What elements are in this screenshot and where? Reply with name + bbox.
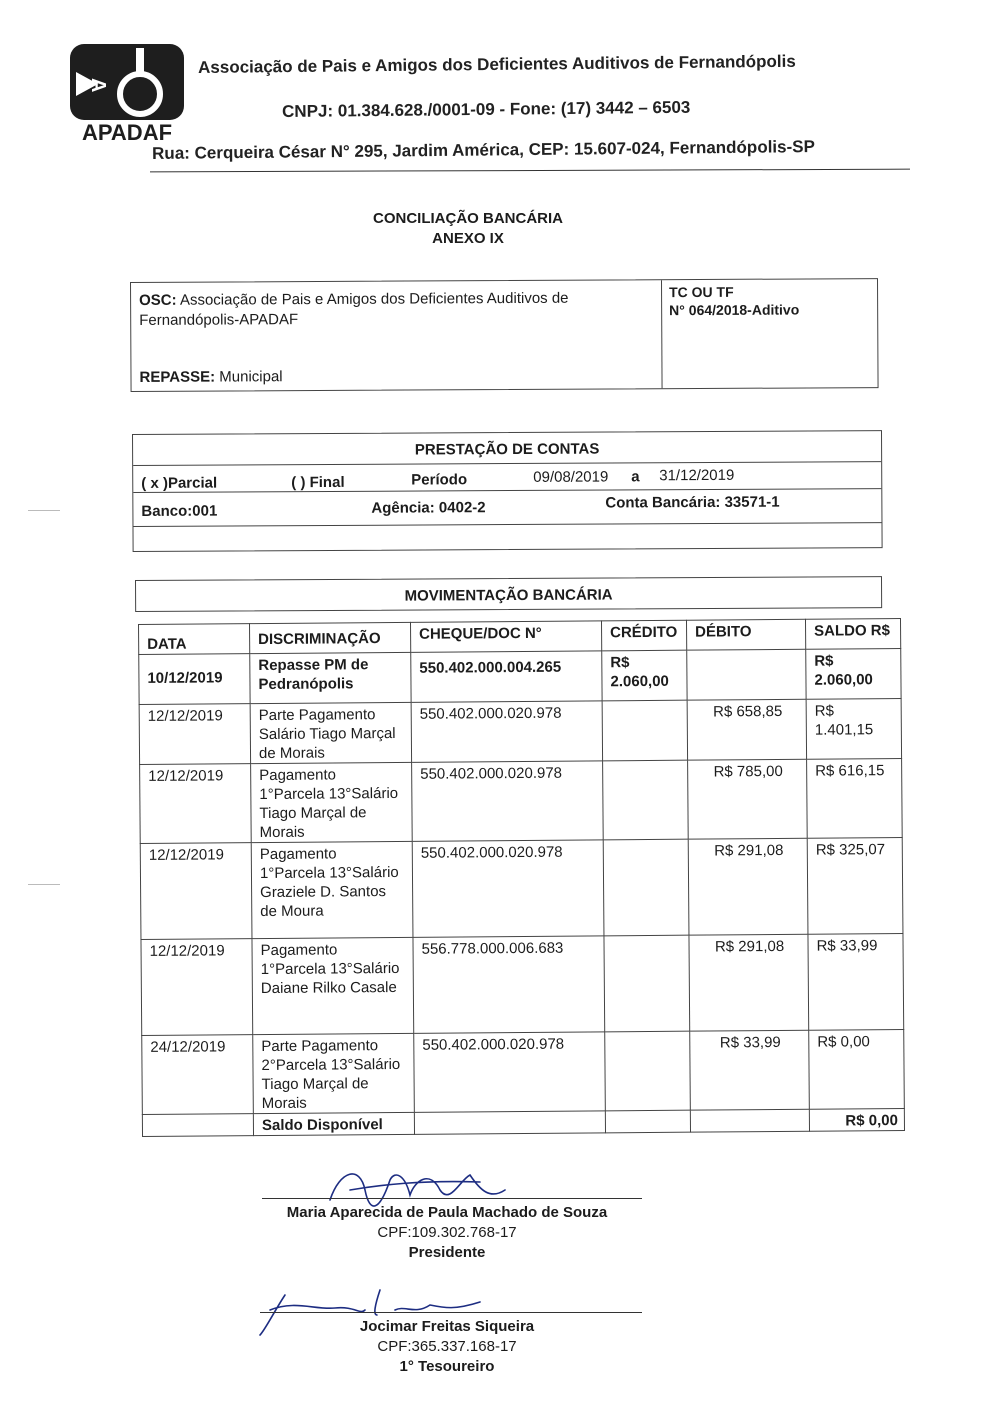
col-data: DATA — [139, 624, 250, 655]
prestacao-title: PRESTAÇÃO DE CONTAS — [414, 440, 600, 459]
cell-credito: R$ 2.060,00 — [602, 650, 687, 701]
movimentacao-title: MOVIMENTAÇÃO BANCÁRIA — [404, 586, 613, 605]
cnpj-phone: CNPJ: 01.384.628./0001-09 - Fone: (17) 3442 – 6503 — [282, 97, 691, 121]
signer-cpf: CPF:109.302.768-17 — [377, 1224, 517, 1241]
cell-data: 12/12/2019 — [139, 704, 250, 765]
prestacao-box — [132, 430, 883, 552]
punch-mark — [28, 510, 60, 511]
signer-name: Maria Aparecida de Paula Machado de Souza — [286, 1204, 608, 1221]
osc-value: Associação de Pais e Amigos dos Deficientes Auditivos de Fernandópolis-APADAF — [139, 289, 569, 329]
table-footer-row — [142, 1108, 904, 1136]
cell-debito: R$ 291,08 — [688, 838, 808, 935]
cell-debito: R$ 291,08 — [689, 934, 809, 1031]
cell-doc: 550.402.000.020.978 — [411, 701, 602, 762]
cell-discriminacao: Pagamento 1°Parcela 13°Salário Graziele D. Santos de Moura — [251, 841, 413, 938]
logo-letter: A — [87, 78, 109, 93]
signer-role: Presidente — [408, 1244, 486, 1261]
cell-credito — [603, 839, 689, 936]
org-name: Associação de Pais e Amigos dos Deficientes Auditivos de Fernandópolis — [198, 51, 796, 77]
cell-saldo: R$ 325,07 — [807, 838, 903, 935]
cell-discriminacao: Parte Pagamento Salário Tiago Marçal de Morais — [250, 702, 411, 763]
parcial-option: ( x )Parcial — [141, 474, 218, 492]
cell-data: 12/12/2019 — [140, 843, 252, 940]
row-divider — [133, 522, 881, 527]
periodo-separator: a — [631, 468, 640, 486]
cell-discriminacao: Parte Pagamento 2°Parcela 13°Salário Tiago Marçal de Morais — [253, 1033, 415, 1113]
col-discriminacao: DISCRIMINAÇÃO — [250, 622, 411, 653]
saldo-disponivel-label: Saldo Disponível — [253, 1112, 414, 1135]
cell-credito — [604, 935, 690, 1032]
cell-debito — [687, 649, 806, 700]
osc-label: OSC: — [139, 291, 177, 309]
cell-data: 24/12/2019 — [142, 1035, 254, 1115]
banco: Banco:001 — [141, 502, 218, 520]
cell-credito — [603, 760, 689, 840]
col-debito: DÉBITO — [686, 619, 805, 650]
periodo-start: 09/08/2019 — [533, 468, 609, 486]
cell-empty — [414, 1111, 605, 1134]
apadaf-logo — [68, 42, 186, 144]
document-subtitle: ANEXO IX — [432, 230, 504, 247]
cell-discriminacao: Pagamento 1°Parcela 13°Salário Daiane Rilko Casale — [252, 937, 414, 1034]
col-credito: CRÉDITO — [601, 620, 686, 651]
cell-doc: 550.402.000.004.265 — [411, 651, 602, 702]
agencia: Agência: 0402-2 — [371, 499, 486, 517]
signer-cpf: CPF:365.337.168-17 — [377, 1338, 517, 1355]
tc-label: TC OU TF — [669, 283, 734, 301]
cell-empty — [690, 1109, 809, 1132]
repasse-value: Municipal — [219, 368, 283, 386]
cell-debito: R$ 658,85 — [687, 699, 806, 760]
periodo-label: Período — [411, 471, 468, 489]
cell-doc: 550.402.000.020.978 — [412, 840, 604, 937]
logo-text: APADAF — [81, 120, 173, 144]
cell-saldo: R$ 1.401,15 — [806, 699, 901, 760]
cell-credito — [602, 700, 687, 761]
osc-divider — [661, 280, 663, 388]
col-saldo: SALDO R$ — [805, 619, 900, 650]
header-divider — [150, 169, 910, 173]
address: Rua: Cerqueira César N° 295, Jardim América, CEP: 15.607-024, Fernandópolis-SP — [152, 137, 815, 163]
table-row — [139, 699, 901, 765]
cell-data: 10/12/2019 — [139, 654, 250, 705]
cell-discriminacao: Repasse PM de Pedranópolis — [250, 652, 411, 703]
row-divider — [133, 488, 881, 493]
cell-data: 12/12/2019 — [141, 939, 253, 1036]
saldo-disponivel-value: R$ 0,00 — [809, 1108, 904, 1131]
cell-empty — [142, 1114, 253, 1137]
signature-line — [262, 1198, 642, 1199]
cell-doc: 550.402.000.020.978 — [412, 761, 604, 841]
bank-movement-table — [138, 618, 905, 1137]
cell-empty — [605, 1110, 690, 1133]
cell-debito: R$ 33,99 — [690, 1030, 810, 1110]
cell-credito — [605, 1031, 691, 1111]
signer-name: Jocimar Freitas Siqueira — [359, 1318, 535, 1335]
tc-value: N° 064/2018-Aditivo — [669, 301, 800, 319]
table-row — [141, 934, 904, 1036]
signer-role: 1° Tesoureiro — [399, 1358, 495, 1375]
cell-doc: 550.402.000.020.978 — [414, 1032, 606, 1112]
cell-saldo: R$ 616,15 — [807, 759, 903, 839]
movimentacao-box — [135, 576, 882, 612]
cell-saldo: R$ 0,00 — [809, 1029, 905, 1109]
table-row — [140, 759, 903, 844]
cell-discriminacao: Pagamento 1°Parcela 13°Salário Tiago Marçal de Morais — [251, 762, 413, 842]
signature-line — [260, 1312, 642, 1313]
table-row — [142, 1029, 905, 1114]
cell-saldo: R$ 2.060,00 — [806, 649, 901, 700]
cell-data: 12/12/2019 — [140, 764, 252, 844]
table-row — [140, 838, 903, 940]
document-title: CONCILIAÇÃO BANCÁRIA — [373, 210, 563, 227]
row-divider — [133, 461, 881, 466]
table-row — [139, 649, 901, 705]
osc-info — [139, 288, 649, 331]
col-cheque-doc: CHEQUE/DOC N° — [410, 621, 601, 652]
osc-box — [130, 278, 879, 392]
cell-doc: 556.778.000.006.683 — [413, 936, 605, 1033]
periodo-end: 31/12/2019 — [659, 466, 735, 485]
repasse-label: REPASSE: — [139, 368, 216, 386]
final-option: ( ) Final — [291, 473, 345, 492]
cell-saldo: R$ 33,99 — [808, 934, 904, 1031]
punch-mark — [28, 884, 60, 885]
conta-bancaria: Conta Bancária: 33571-1 — [605, 493, 780, 512]
repasse-info — [139, 368, 282, 386]
cell-debito: R$ 785,00 — [688, 759, 808, 839]
